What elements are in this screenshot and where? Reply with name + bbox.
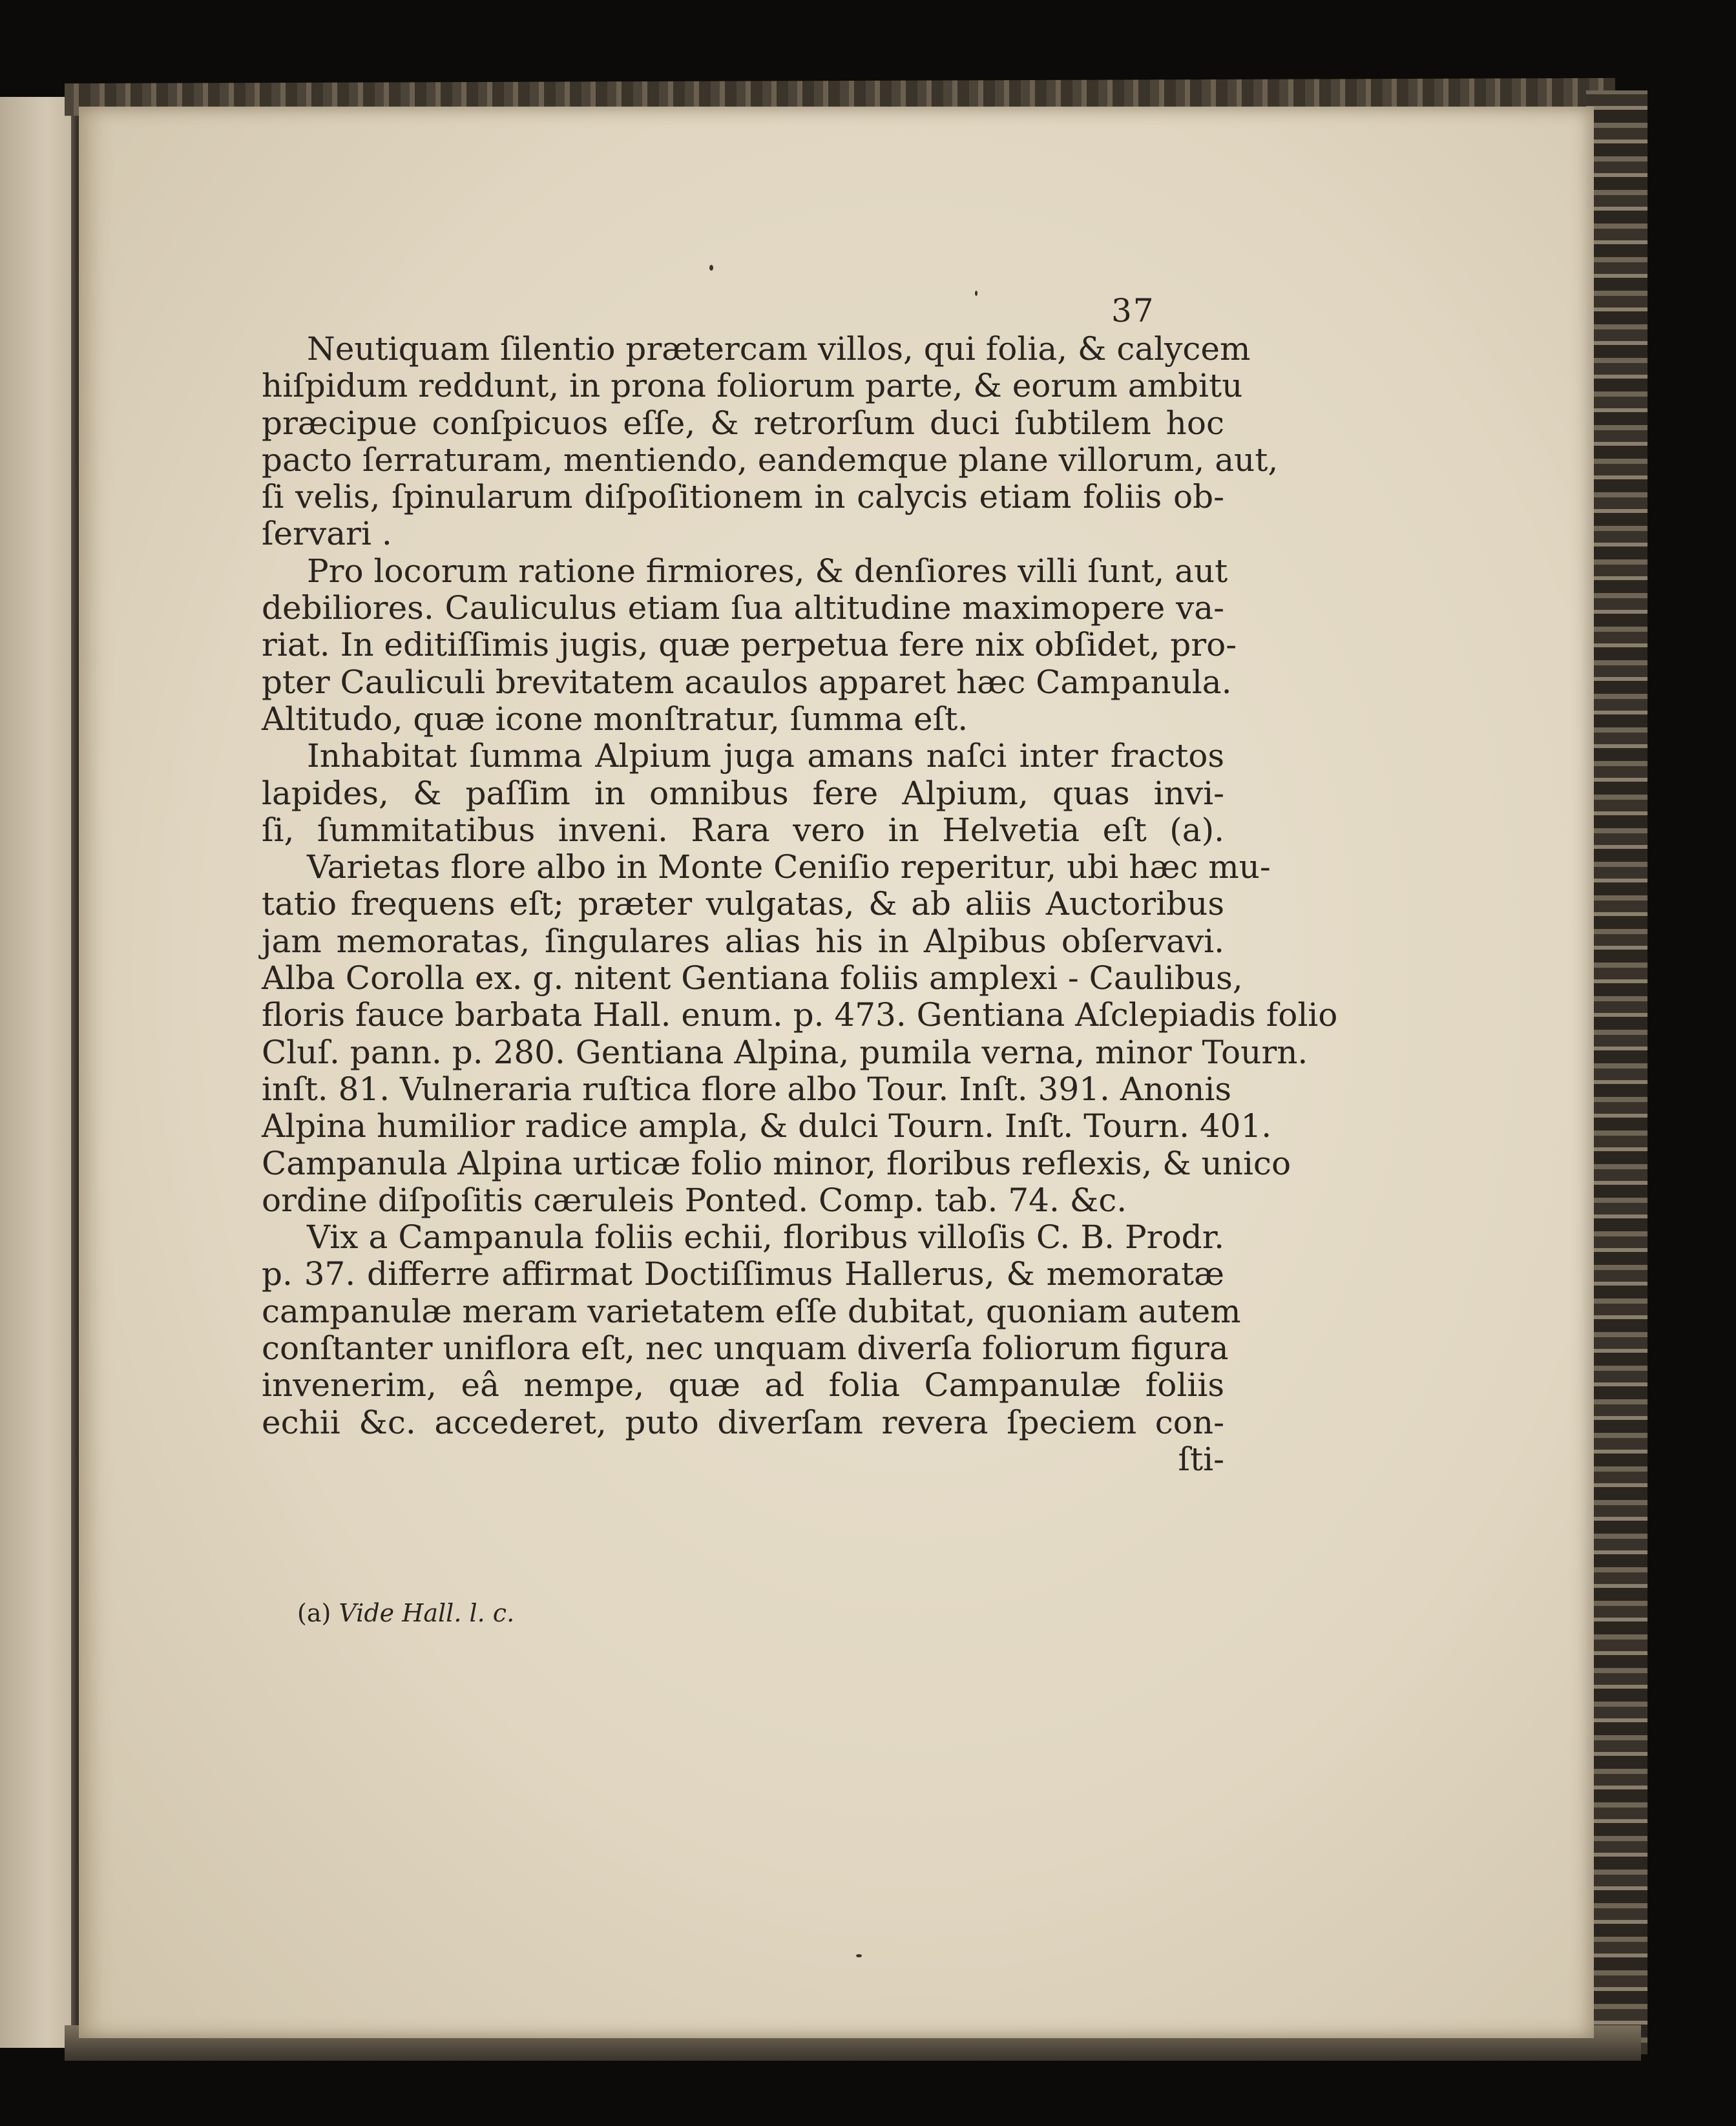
text-line: debiliores. Cauliculus etiam ſua altitudine maximopere va- — [262, 589, 1224, 627]
text-line: ſi velis, ſpinularum diſpoſitionem in calycis etiam foliis ob- — [262, 478, 1224, 516]
text-line: præcipue conſpicuos eſſe, & retrorſum duci ſubtilem hoc — [262, 404, 1224, 442]
text-line: Inhabitat ſumma Alpium juga amans naſci inter fractos — [307, 737, 1224, 775]
text-line: hiſpidum reddunt, in prona foliorum parte, & eorum ambitu — [262, 367, 1243, 405]
text-line: conſtanter uniflora eſt, nec unquam diverſa foliorum figura — [262, 1329, 1229, 1368]
text-line: tatio frequens eſt; præter vulgatas, & ab aliis Auctoribus — [262, 885, 1224, 923]
text-line: pter Cauliculi brevitatem acaulos apparet hæc Campanula. — [262, 663, 1232, 701]
footnote-text: Vide Hall. l. c. — [339, 1599, 515, 1627]
text-line: ſti- — [1178, 1440, 1224, 1478]
footnote — [297, 1599, 514, 1627]
ink-speck — [975, 291, 978, 296]
text-line: Pro locorum ratione firmiores, & denſiores villi ſunt, aut — [307, 552, 1228, 590]
text-line: ſi, ſummitatibus inveni. Rara vero in Helvetia eſt (a). — [262, 811, 1224, 849]
text-line: riat. In editiſſimis jugis, quæ perpetua fere nix obſidet, pro- — [262, 626, 1237, 664]
text-line: lapides, & paſſim in omnibus fere Alpium, quas invi- — [262, 774, 1224, 812]
page-number: 37 — [1111, 292, 1155, 329]
footnote-label: (a) — [297, 1599, 331, 1627]
text-line: p. 37. differre affirmat Doctiſſimus Hallerus, & memoratæ — [262, 1255, 1224, 1293]
ink-speck — [856, 1954, 862, 1957]
text-line: pacto ſerraturam, mentiendo, eandemque plane villorum, aut, — [262, 441, 1279, 479]
text-line: Alba Corolla ex. g. nitent Gentiana foliis amplexi - Caulibus, — [262, 959, 1243, 997]
text-line: ordine diſpoſitis cæruleis Ponted. Comp. tab. 74. &c. — [262, 1181, 1127, 1219]
text-line: echii &c. accederet, puto diverſam revera ſpeciem con- — [262, 1403, 1224, 1441]
page-body-text — [262, 330, 1338, 1478]
text-line: Vix a Campanula foliis echii, floribus villoſis C. B. Prodr. — [307, 1218, 1224, 1256]
text-line: inſt. 81. Vulneraria ruſtica flore albo Tour. Inſt. 391. Anonis — [262, 1070, 1232, 1108]
text-line: ſervari . — [262, 515, 392, 553]
text-line: floris fauce barbata Hall. enum. p. 473. Gentiana Aſclepiadis folio — [262, 996, 1338, 1034]
text-line: Neutiquam ſilentio prætercam villos, qui folia, & calycem — [307, 330, 1251, 368]
text-line: invenerim, eâ nempe, quæ ad folia Campanulæ foliis — [262, 1366, 1224, 1404]
text-line: Varietas flore albo in Monte Ceniſio reperitur, ubi hæc mu- — [307, 848, 1271, 886]
text-line: Cluſ. pann. p. 280. Gentiana Alpina, pumila verna, minor Tourn. — [262, 1033, 1308, 1071]
text-line: jam memoratas, ſingulares alias his in Alpibus obſervavi. — [262, 922, 1224, 960]
text-line: Campanula Alpina urticæ folio minor, floribus reflexis, & unico — [262, 1144, 1292, 1182]
text-line: campanulæ meram varietatem eſſe dubitat, quoniam autem — [262, 1292, 1241, 1330]
facing-page-edge — [0, 97, 78, 2048]
text-line: Altitudo, quæ icone monſtratur, ſumma eſt. — [262, 700, 968, 738]
ink-speck — [709, 265, 713, 271]
book-fore-edge — [1586, 90, 1647, 2054]
text-line: Alpina humilior radice ampla, & dulci Tourn. Inſt. Tourn. 401. — [262, 1107, 1272, 1145]
